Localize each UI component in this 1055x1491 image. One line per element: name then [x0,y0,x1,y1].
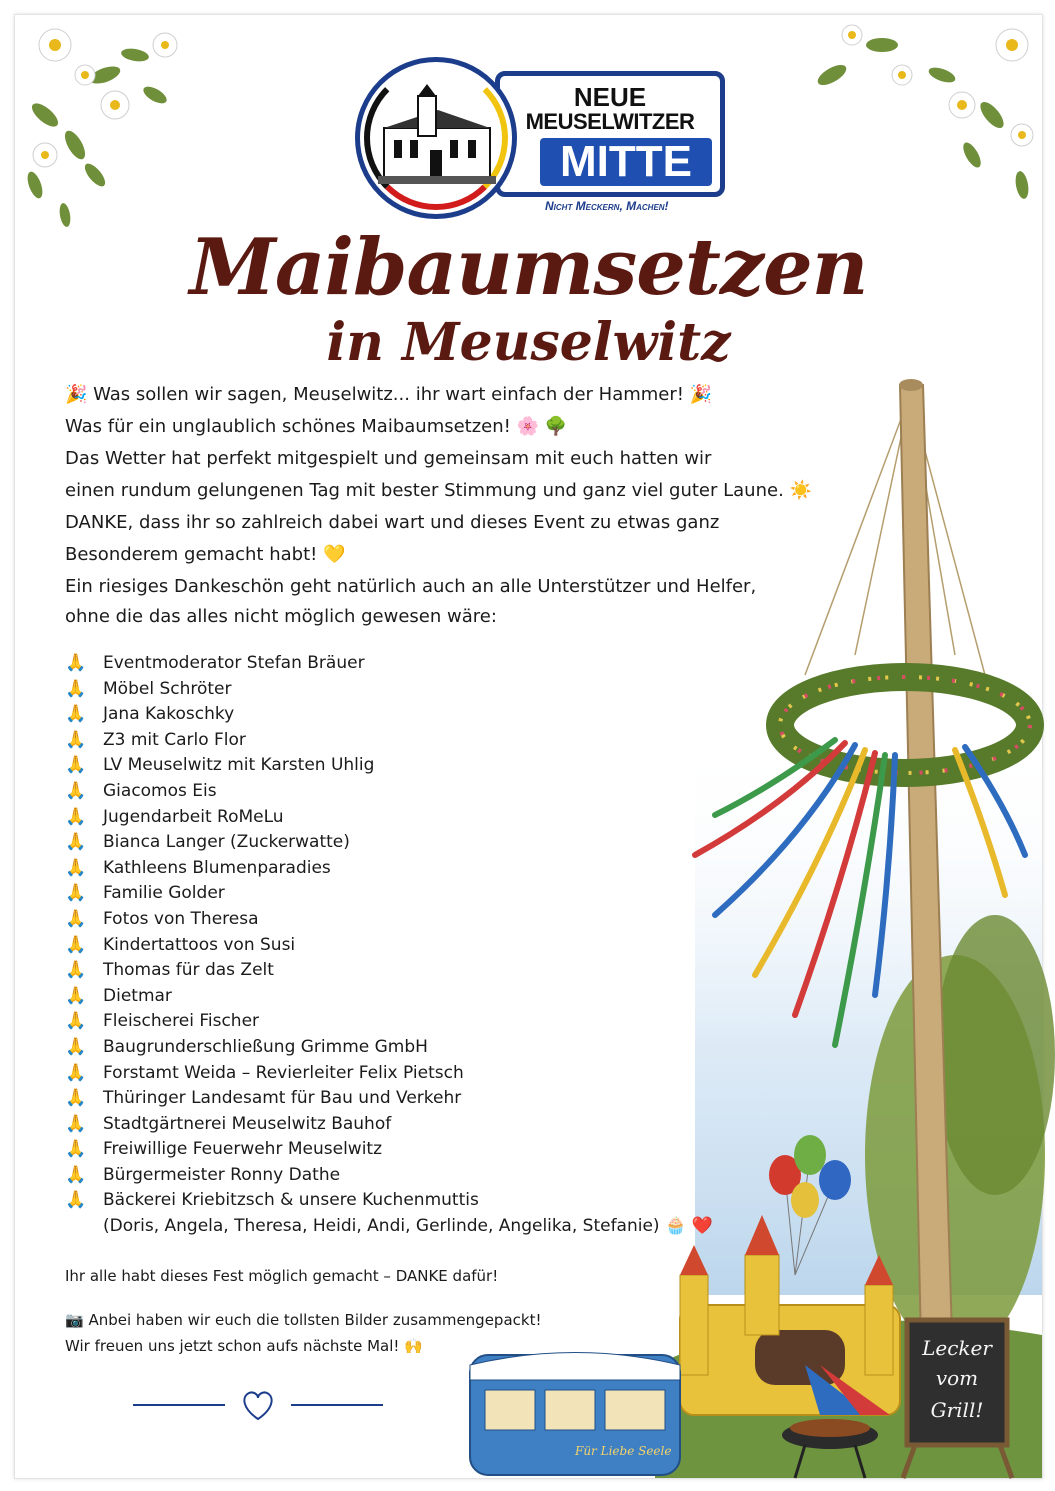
praying-hands-icon: 🙏 [65,908,87,929]
intro-line: 🎉 Was sollen wir sagen, Meuselwitz... ihr wart einfach der Hammer! 🎉 [65,384,713,405]
closing-line: 📷 Anbei haben wir euch die tollsten Bilder zusammengepackt! [65,1311,542,1329]
intro-line: ohne die das alles nicht möglich gewesen wäre: [65,606,497,627]
logo-line-1: NEUE [573,82,647,112]
intro-line: Besonderem gemacht habt! 💛 [65,544,346,565]
list-item: 🙏 Kathleens Blumenparadies [65,856,765,882]
closing-text [65,1263,665,1359]
list-item: 🙏 Jugendarbeit RoMeLu [65,805,765,831]
logo-slogan: Nicht Meckern, Machen! [545,199,669,213]
intro-text [65,379,825,631]
intro-line: DANKE, dass ihr so zahlreich dabei wart und dieses Event zu etwas ganz [65,512,720,533]
intro-line: Was für ein unglaublich schönes Maibaumsetzen! 🌸 🌳 [65,416,568,437]
praying-hands-icon: 🙏 [65,985,87,1006]
logo-church-emblem [355,57,517,219]
poster [14,14,1043,1479]
praying-hands-icon: 🙏 [65,1113,87,1134]
list-item: 🙏 Kindertattoos von Susi [65,933,765,959]
page-title: Maibaumsetzen [189,222,868,313]
praying-hands-icon: 🙏 [65,704,87,725]
bus-lettering: Für Liebe Seele [575,1444,672,1458]
list-item: 🙏 Familie Golder [65,881,765,907]
logo-line-3: MITTE [540,138,712,186]
praying-hands-icon: 🙏 [65,857,87,878]
praying-hands-icon: 🙏 [65,1062,87,1083]
praying-hands-icon: 🙏 [65,729,87,750]
heart-icon [244,1392,271,1419]
praying-hands-icon: 🙏 [65,1036,87,1057]
praying-hands-icon: 🙏 [65,780,87,801]
list-item: 🙏 LV Meuselwitz mit Karsten Uhlig [65,753,765,779]
list-item: 🙏 Forstamt Weida – Revierleiter Felix Pietsch [65,1061,765,1087]
list-item: 🙏 Eventmoderator Stefan Bräuer [65,651,765,677]
praying-hands-icon: 🙏 [65,960,87,981]
praying-hands-icon: 🙏 [65,678,87,699]
list-item: 🙏 Bianca Langer (Zuckerwatte) [65,830,765,856]
praying-hands-icon: 🙏 [65,1139,87,1160]
thanks-list [65,651,765,1240]
heart-divider [133,1385,383,1425]
list-item: 🙏 Möbel Schröter [65,677,765,703]
church-icon [378,88,496,188]
praying-hands-icon: 🙏 [65,832,87,853]
praying-hands-icon: 🙏 [65,883,87,904]
praying-hands-icon: 🙏 [65,806,87,827]
list-item: 🙏 Freiwillige Feuerwehr Meuselwitz [65,1137,765,1163]
neue-meuselwitzer-mitte-logo [355,57,730,227]
closing-line: Wir freuen uns jetzt schon aufs nächste Mal! 🙌 [65,1337,423,1355]
intro-line: Ein riesiges Dankeschön geht natürlich auch an alle Unterstützer und Helfer, [65,576,757,597]
list-item: 🙏 Thomas für das Zelt [65,958,765,984]
praying-hands-icon: 🙏 [65,1164,87,1185]
flower-garland-top-left [15,15,185,245]
sign-line-2: vom [935,1366,979,1390]
list-item: 🙏 Baugrunderschließung Grimme GmbH [65,1035,765,1061]
list-item: 🙏 Giacomos Eis [65,779,765,805]
logo-plate [495,71,725,197]
list-item: 🙏 Thüringer Landesamt für Bau und Verkehr [65,1086,765,1112]
praying-hands-icon: 🙏 [65,1088,87,1109]
page-subtitle: in Meuselwitz [326,312,731,373]
praying-hands-icon: 🙏 [65,755,87,776]
intro-line: Das Wetter hat perfekt mitgespielt und gemeinsam mit euch hatten wir [65,448,712,469]
logo-line-2: MEUSELWITZER [525,109,695,134]
sign-line-3: Grill! [930,1398,984,1422]
closing-line: Ihr alle habt dieses Fest möglich gemacht – DANKE dafür! [65,1267,499,1285]
list-item: 🙏 Jana Kakoschky [65,702,765,728]
sign-line-1: Lecker [922,1336,992,1360]
praying-hands-icon: 🙏 [65,1011,87,1032]
list-item: 🙏 Stadtgärtnerei Meuselwitz Bauhof [65,1112,765,1138]
praying-hands-icon: 🙏 [65,934,87,955]
intro-line: einen rundum gelungenen Tag mit bester Stimmung und ganz viel guter Laune. ☀️ [65,480,812,501]
list-item: 🙏 Bürgermeister Ronny Dathe [65,1163,765,1189]
list-item: 🙏 Bäckerei Kriebitzsch & unsere Kuchenmuttis [65,1188,765,1214]
list-item: 🙏 Fleischerei Fischer [65,1009,765,1035]
praying-hands-icon: 🙏 [65,653,87,673]
flower-garland-top-right [792,15,1042,245]
list-item: 🙏 Fotos von Theresa [65,907,765,933]
list-item: 🙏 Dietmar [65,984,765,1010]
praying-hands-icon: 🙏 [65,1190,87,1211]
list-item-continuation: (Doris, Angela, Theresa, Heidi, Andi, Gerlinde, Angelika, Stefanie) 🧁 ❤️ [103,1216,713,1237]
list-item: 🙏 Z3 mit Carlo Flor [65,728,765,754]
